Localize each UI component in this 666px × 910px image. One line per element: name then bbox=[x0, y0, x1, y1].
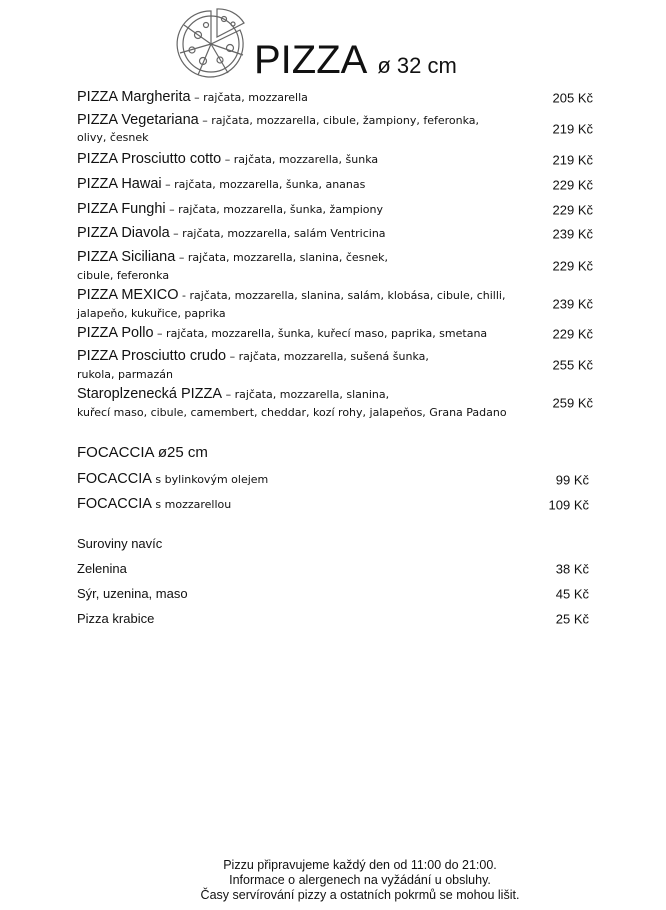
footer-line: Časy servírování pizzy a ostatních pokrmů se mohou lišit. bbox=[200, 888, 520, 902]
menu-item bbox=[77, 151, 597, 169]
footer-notes bbox=[0, 858, 666, 903]
item-desc: s mozzarellou bbox=[151, 498, 232, 511]
extra-price: 45 Kč bbox=[555, 586, 589, 602]
item-name: PIZZA MEXICO bbox=[77, 287, 179, 303]
item-desc: – rajčata, mozzarella, slanina, česnek, bbox=[175, 251, 389, 264]
item-price: 219 Kč bbox=[552, 121, 593, 137]
item-desc-line2: rukola, parmazán bbox=[77, 368, 173, 381]
menu-item bbox=[77, 112, 597, 146]
extra-name: Sýr, uzenina, maso bbox=[77, 586, 188, 601]
item-name: PIZZA Funghi bbox=[77, 201, 166, 217]
item-desc: – rajčata, mozzarella, cibule, žampiony, feferonka, olivy, česnek bbox=[77, 114, 480, 144]
item-desc-line2: jalapeňo, kukuřice, paprika bbox=[77, 307, 226, 320]
footer-line: Pizzu připravujeme každý den od 11:00 do 21:00. bbox=[223, 858, 497, 872]
menu-item bbox=[77, 386, 597, 420]
item-name: PIZZA Margherita bbox=[77, 89, 191, 105]
item-name: FOCACCIA bbox=[77, 496, 152, 512]
item-price: 205 Kč bbox=[552, 90, 593, 106]
extra-price: 38 Kč bbox=[555, 561, 589, 577]
item-price: 229 Kč bbox=[552, 202, 593, 218]
extra-item bbox=[77, 561, 593, 577]
item-price: 229 Kč bbox=[552, 177, 593, 193]
item-name: PIZZA Hawai bbox=[77, 176, 162, 192]
item-desc: – rajčata, mozzarella, slanina, bbox=[222, 388, 390, 401]
footer-line: Informace o alergenech na vyžádání u obsluhy. bbox=[229, 873, 491, 887]
item-desc: – rajčata, mozzarella bbox=[190, 91, 308, 104]
menu-item bbox=[77, 325, 597, 343]
item-desc: s bylinkovým olejem bbox=[151, 473, 269, 486]
item-price: 229 Kč bbox=[552, 326, 593, 342]
item-price: 255 Kč bbox=[552, 357, 593, 373]
extra-name: Zelenina bbox=[77, 561, 127, 576]
menu-item bbox=[77, 201, 597, 219]
item-desc: – rajčata, mozzarella, šunka, žampiony bbox=[165, 203, 383, 216]
item-name: PIZZA Siciliana bbox=[77, 249, 176, 265]
menu-item bbox=[77, 348, 597, 382]
item-name: PIZZA Prosciutto cotto bbox=[77, 151, 222, 167]
item-price: 259 Kč bbox=[552, 395, 593, 411]
item-price: 99 Kč bbox=[555, 472, 589, 488]
item-desc-line2: kuřecí maso, cibule, camembert, cheddar, kozí rohy, jalapeňos, Grana Padano bbox=[77, 406, 507, 419]
focaccia-heading: FOCACCIA ø25 cm bbox=[77, 444, 208, 461]
menu-item bbox=[77, 496, 593, 514]
menu-item bbox=[77, 249, 597, 283]
item-price: 239 Kč bbox=[552, 296, 593, 312]
page-title bbox=[254, 38, 457, 88]
item-price: 239 Kč bbox=[552, 226, 593, 242]
menu-item bbox=[77, 176, 597, 194]
item-name: PIZZA Vegetariana bbox=[77, 112, 199, 128]
item-price: 229 Kč bbox=[552, 258, 593, 274]
menu-item bbox=[77, 471, 593, 489]
menu-item bbox=[77, 287, 597, 321]
extras-heading: Suroviny navíc bbox=[77, 536, 163, 551]
item-name: Staroplzenecká PIZZA bbox=[77, 386, 223, 402]
title-text: PIZZA bbox=[254, 38, 368, 82]
extra-item bbox=[77, 586, 593, 602]
item-desc: – rajčata, mozzarella, salám Ventricina bbox=[169, 227, 386, 240]
item-price: 109 Kč bbox=[548, 497, 589, 513]
item-name: FOCACCIA bbox=[77, 471, 152, 487]
item-desc: - rajčata, mozzarella, slanina, salám, klobása, cibule, chilli, bbox=[178, 289, 506, 302]
title-diameter: ø 32 cm bbox=[377, 53, 457, 78]
menu-item bbox=[77, 225, 597, 243]
extra-name: Pizza krabice bbox=[77, 611, 155, 626]
item-name: PIZZA Prosciutto crudo bbox=[77, 348, 227, 364]
item-price: 219 Kč bbox=[552, 152, 593, 168]
item-name: PIZZA Pollo bbox=[77, 325, 154, 341]
pizza-icon bbox=[170, 5, 252, 83]
item-desc: – rajčata, mozzarella, sušená šunka, bbox=[226, 350, 429, 363]
extra-price: 25 Kč bbox=[555, 611, 589, 627]
item-name: PIZZA Diavola bbox=[77, 225, 170, 241]
item-desc: – rajčata, mozzarella, šunka bbox=[221, 153, 379, 166]
item-desc: – rajčata, mozzarella, šunka, ananas bbox=[161, 178, 366, 191]
menu-item bbox=[77, 89, 597, 107]
extra-item bbox=[77, 611, 593, 627]
item-desc-line2: cibule, feferonka bbox=[77, 269, 170, 282]
item-desc: – rajčata, mozzarella, šunka, kuřecí maso, paprika, smetana bbox=[153, 327, 488, 340]
